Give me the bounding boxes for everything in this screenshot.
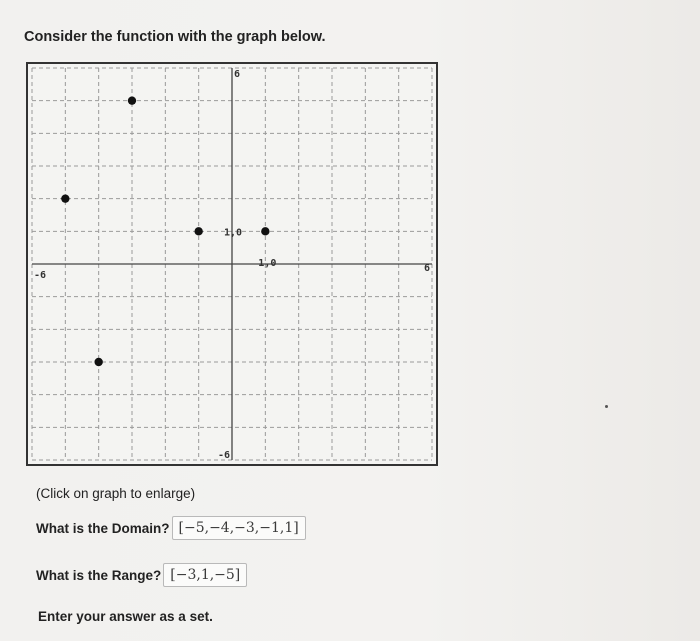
domain-label: What is the Domain? bbox=[36, 520, 170, 536]
data-point bbox=[194, 227, 202, 235]
range-question bbox=[36, 563, 247, 587]
answer-instructions: Enter your answer as a set. bbox=[38, 609, 213, 624]
y-max-label: 6 bbox=[234, 69, 241, 80]
graph-canvas[interactable] bbox=[26, 62, 438, 466]
point-label-upper: 1,0 bbox=[223, 227, 243, 239]
screen-speck bbox=[605, 405, 608, 408]
domain-question bbox=[36, 516, 306, 540]
data-point bbox=[128, 96, 136, 104]
data-point bbox=[61, 194, 69, 202]
domain-answer-field[interactable]: [−5,−4,−3,−1,1] bbox=[172, 516, 306, 540]
point-label-axis: 1,0 bbox=[258, 258, 277, 269]
enlarge-hint: (Click on graph to enlarge) bbox=[36, 486, 196, 501]
x-min-label: -6 bbox=[34, 270, 47, 281]
data-point bbox=[261, 227, 269, 235]
y-min-label: -6 bbox=[217, 450, 230, 461]
range-label: What is the Range? bbox=[36, 567, 162, 583]
range-answer-field[interactable]: [−3,1,−5] bbox=[163, 563, 247, 587]
x-max-label: 6 bbox=[423, 263, 430, 274]
function-graph[interactable] bbox=[26, 62, 438, 466]
data-point bbox=[94, 358, 102, 366]
question-title: Consider the function with the graph below. bbox=[24, 29, 326, 45]
